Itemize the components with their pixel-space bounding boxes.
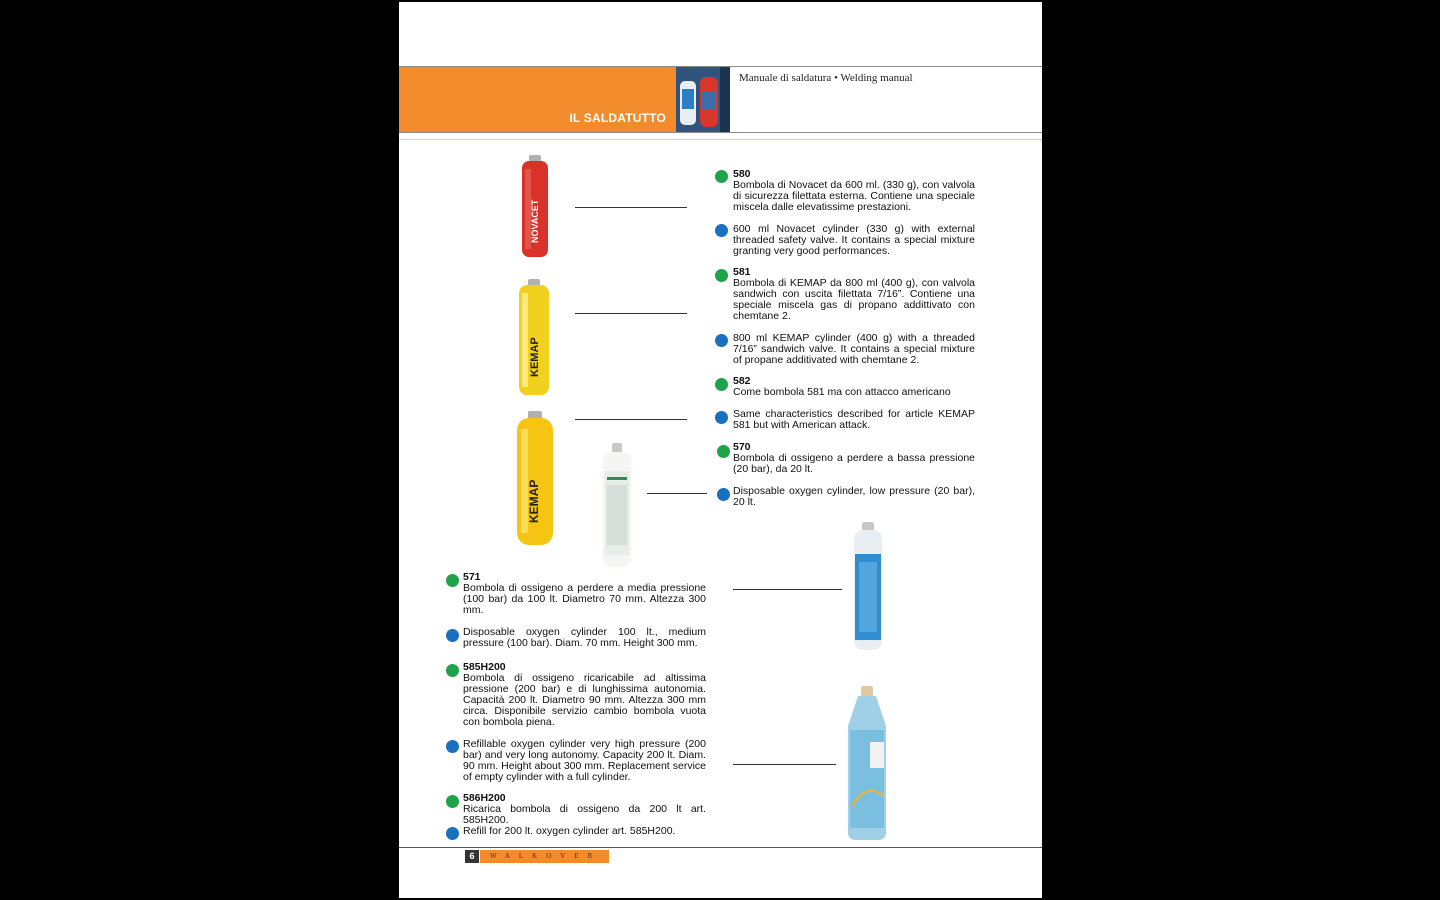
- oxygen-20bar-cylinder-image: [600, 443, 634, 569]
- item-description-it: Bombola di ossigeno ricaricabile ad altissima pressione (200 bar) e di lunghissima autonomia. Capacità 200 lt. Diametro 90 mm. Altezza 300 mm circa. Disponibile servizio cambio bombola vuota con bombola piena.: [463, 672, 706, 728]
- italian-dot: [717, 445, 730, 458]
- item-582-en: Same characteristics described for article KEMAP 581 but with American attack.: [733, 408, 975, 431]
- item-585H200-en: Refillable oxygen cylinder very high pressure (200 bar) and very long autonomy. Capacity 200 lt. Diam. 90 mm. Height about 300 mm. Replacement service of empty cylinder with a full cylinder.: [463, 738, 706, 783]
- peach-divider: [399, 139, 1042, 140]
- kemap-label-2: KEMAP: [527, 479, 541, 523]
- oxygen-200bar-cylinder-image: [844, 686, 890, 842]
- item-580-en: 600 ml Novacet cylinder (330 g) with external threaded safety valve. It contains a special mixture granting very good performances.: [733, 223, 975, 257]
- item-582-it: [733, 376, 975, 398]
- leader-line: [575, 419, 687, 420]
- oxygen-100bar-cylinder-image: [851, 522, 885, 652]
- footer-brand: WALKOVER: [480, 850, 609, 863]
- italian-dot: [715, 170, 728, 183]
- leader-line: [575, 313, 687, 314]
- item-description-it: Bombola di ossigeno a perdere a bassa pressione (20 bar), da 20 lt.: [733, 452, 975, 475]
- item-580-it: [733, 169, 975, 213]
- novacet-cylinder-image: [519, 155, 551, 259]
- italian-dot: [446, 664, 459, 677]
- english-dot: [446, 827, 459, 840]
- english-dot: [717, 488, 730, 501]
- item-code: 570: [733, 441, 751, 453]
- catalog-page: [399, 2, 1042, 898]
- section-banner: [399, 67, 676, 133]
- italian-dot: [715, 269, 728, 282]
- item-code: 582: [733, 375, 751, 387]
- item-581-en: 800 ml KEMAP cylinder (400 g) with a threaded 7/16” sandwich valve. It contains a special mixture of propane additivated with chemtane 2.: [733, 332, 975, 366]
- item-description-it: Bombola di KEMAP da 800 ml (400 g), con valvola sandwich con uscita filettata 7/16”. Contiene una speciale miscela gas di propano addittivato con chemtane 2.: [733, 277, 975, 322]
- item-description-it: Ricarica bombola di ossigeno da 200 lt art. 585H200.: [463, 803, 706, 826]
- item-571-en: Disposable oxygen cylinder 100 lt., medium pressure (100 bar). Diam. 70 mm. Height 300 mm.: [463, 626, 706, 649]
- item-586H200-it: [463, 793, 706, 826]
- leader-line: [575, 207, 687, 208]
- item-description-it: Bombola di ossigeno a perdere a media pressione (100 bar) da 100 lt. Diametro 70 mm. Altezza 300 mm.: [463, 582, 706, 616]
- english-dot: [715, 334, 728, 347]
- novacet-label: NOVACET: [530, 199, 540, 243]
- italian-dot: [715, 378, 728, 391]
- kemap-label-1: KEMAP: [529, 337, 541, 377]
- english-dot: [446, 740, 459, 753]
- kemap-cylinder-image: [514, 411, 556, 547]
- header-bottom-rule: [399, 132, 1042, 133]
- item-code: 581: [733, 266, 751, 278]
- item-586H200-en: Refill for 200 lt. oxygen cylinder art. 585H200.: [463, 825, 676, 837]
- item-581-it: [733, 267, 975, 322]
- item-code: 585H200: [463, 661, 506, 673]
- english-dot: [715, 411, 728, 424]
- item-code: 571: [463, 571, 481, 583]
- item-description-it: Come bombola 581 ma con attacco americano: [733, 386, 951, 398]
- manual-title: Manuale di saldatura • Welding manual: [739, 72, 913, 84]
- italian-dot: [446, 795, 459, 808]
- english-dot: [446, 629, 459, 642]
- item-code: 586H200: [463, 792, 506, 804]
- leader-line: [647, 493, 707, 494]
- italian-dot: [446, 574, 459, 587]
- section-title: IL SALDATUTTO: [569, 111, 666, 125]
- item-571-it: [463, 572, 706, 616]
- leader-line: [733, 589, 842, 590]
- header-photo: [676, 67, 730, 133]
- leader-line: [733, 764, 836, 765]
- english-dot: [715, 224, 728, 237]
- kemap-tall-cylinder-image: [516, 279, 552, 397]
- footer-rule: [399, 847, 1042, 848]
- item-description-it: Bombola di Novacet da 600 ml. (330 g), con valvola di sicurezza filettata esterna. Contiene una speciale miscela dalle elevatissime prestazioni.: [733, 179, 975, 213]
- item-570-en: Disposable oxygen cylinder, low pressure (20 bar), 20 lt.: [733, 485, 975, 508]
- page-number: 6: [465, 850, 479, 863]
- item-585H200-it: [463, 662, 706, 728]
- item-570-it: [733, 442, 975, 475]
- item-code: 580: [733, 168, 751, 180]
